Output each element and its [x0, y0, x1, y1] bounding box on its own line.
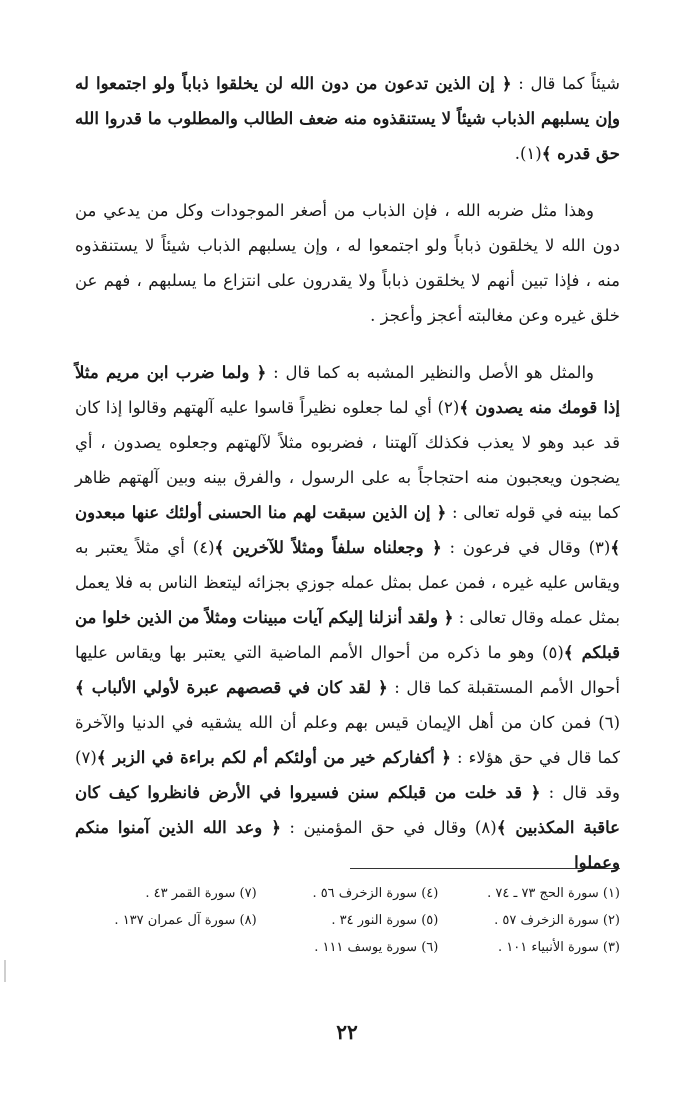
footnote: (٣) سورة الأنبياء ١٠١ . [497, 940, 620, 955]
footnote: (١) سورة الحج ٧٣ ـ ٧٤ . [487, 886, 620, 901]
quran-citation: ﴿ وعد الله الذين آمنوا منكم وعملوا [75, 818, 620, 872]
footnote [75, 934, 257, 961]
paragraph-3 [75, 355, 620, 880]
text-run: وهذا مثل ضربه الله ، فإن الذباب من أصغر الموجودات وكل من يدعي من دون الله لا يخلقون ذباباً ولو اجتمعوا له ، وإن يسلبهم الذباب شيئاً لا يستنقذوه منه ، فإذا تبين أنهم لا يخلقون ذباباً ولا يقدرون على انتزاع ما يسلبهم ، فهم عن خلق غيره وعن مغالبته أعجز وأعجز . [75, 201, 620, 325]
text-run: شيئاً كما قال : [511, 74, 620, 93]
footnote: (٥) سورة النور ٣٤ . [331, 913, 439, 928]
text-run: (٦) فمن كان من أهل الإيمان قيس بهم وعلم أن الله يشقيه في الدنيا والآخرة كما قال في حق هؤلاء : [75, 713, 620, 767]
quran-citation: ﴿ وجعلناه سلفاً ومثلاً للآخرين ﴾ [214, 538, 442, 557]
text-run: (٤) أي مثلاً يعتبر به ويقاس عليه غيره ، فمن عمل بمثل عمله جوزي بجزائه ليتعظ الناس به فلا يعمل بمثل عمله وقال تعالى : [75, 538, 620, 627]
footnotes [75, 880, 620, 961]
footnote: (٤) سورة الزخرف ٥٦ . [312, 886, 439, 901]
paragraph-1 [75, 66, 620, 171]
scan-edge-mark [4, 960, 6, 982]
footnote: (٢) سورة الزخرف ٥٧ . [494, 913, 620, 928]
text-run: (٧) وقد قال : [75, 748, 620, 802]
text-run: والمثل هو الأصل والنظير المشبه به كما قال : [266, 363, 595, 382]
page-number: ٢٢ [336, 1020, 358, 1044]
quran-citation: ﴿ إن الذين سبقت لهم منا الحسنى أولئك عنها مبعدون ﴾ [75, 503, 620, 557]
text-run: (٢) أي لما جعلوه نظيراً قاسوا عليه آلهتهم وقالوا إذا كان قد عبد وهو لا يعذب فكذلك آلهتنا ، فضربوه مثلاً لآلهتهم وجعلوه يصدون ، أي يضجون ويعجبون منه احتجاجاً به على الرسول ، والفرق بينه وبين آلهتهم ظاهر كما بينه في قوله تعالى : [75, 398, 620, 522]
quran-citation: ﴿ إن الذين تدعون من دون الله لن يخلقوا ذباباً ولو اجتمعوا له وإن يسلبهم الذباب شيئاً لا يستنقذوه منه ضعف الطالب والمطلوب ما قدروا الله حق قدره ﴾ [75, 74, 620, 163]
footnote-separator [350, 868, 620, 869]
quran-citation: ﴿ لقد كان في قصصهم عبرة لأولي الألباب ﴾ [75, 678, 388, 697]
text-run: (٥) وهو ما ذكره من أحوال الأمم الماضية التي يعتبر بها ويقاس عليها أحوال الأمم المستقبلة كما قال : [75, 643, 620, 697]
footnote: (٦) سورة يوسف ١١١ . [314, 940, 439, 955]
quran-citation: ﴿ ولقد أنزلنا إليكم آيات مبينات ومثلاً من الذين خلوا من قبلكم ﴾ [75, 608, 620, 662]
footnote: (٨) سورة آل عمران ١٣٧ . [114, 913, 257, 928]
text-run: (٣) وقال في فرعون : [441, 538, 611, 557]
text-run: (١). [514, 144, 542, 163]
text-run: (٨) وقال في حق المؤمنين : [280, 818, 497, 837]
quran-citation: ﴿ قد خلت من قبلكم سنن فسيروا في الأرض فانظروا كيف كان عاقبة المكذبين ﴾ [75, 783, 620, 837]
quran-citation: ﴿ أكفاركم خير من أولئكم أم لكم براءة في الزبر ﴾ [96, 748, 451, 767]
paragraph-2 [75, 193, 620, 333]
footnote: (٧) سورة القمر ٤٣ . [145, 886, 257, 901]
quran-citation: ﴿ ولما ضرب ابن مريم مثلاً إذا قومك منه يصدون ﴾ [75, 363, 620, 417]
main-text [75, 66, 620, 902]
